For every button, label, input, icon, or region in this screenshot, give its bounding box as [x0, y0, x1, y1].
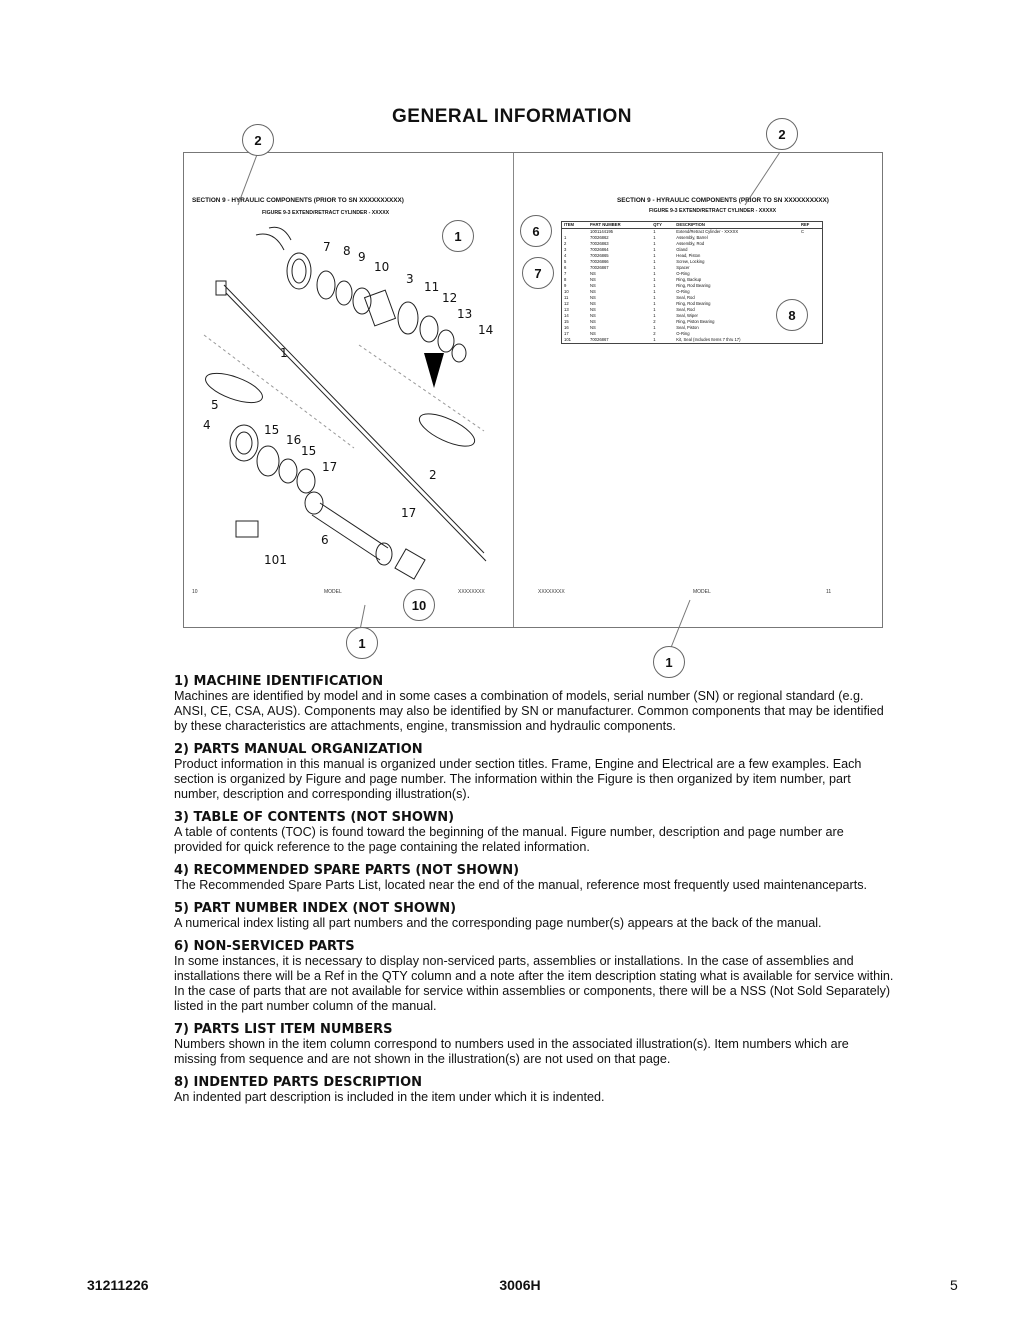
table-cell: 70026863	[590, 241, 609, 246]
table-cell: NS	[590, 277, 596, 282]
footer-model: 3006H	[499, 1277, 541, 1293]
table-cell: 1	[653, 307, 656, 312]
table-header-row	[562, 222, 823, 229]
callout-circle: 8	[776, 299, 808, 331]
table-cell: 1	[653, 229, 656, 234]
table-cell: NS	[590, 295, 596, 300]
table-cell: Assembly, Barrel	[676, 235, 708, 240]
callout-circle: 1	[653, 646, 685, 678]
section-heading: 1) MACHINE IDENTIFICATION	[174, 674, 384, 689]
general-information-sections	[174, 674, 894, 1113]
table-cell: 14	[564, 313, 569, 318]
table-cell	[799, 337, 823, 344]
table-cell: Assembly, Rod	[676, 241, 705, 246]
table-cell: Gland	[676, 247, 688, 252]
item-number-label: 16	[286, 433, 302, 447]
table-cell: 1	[653, 325, 656, 330]
table-cell: 1	[653, 235, 656, 240]
item-number-label: 3	[406, 272, 414, 286]
table-cell: 1	[653, 289, 656, 294]
table-cell: 5	[564, 259, 567, 264]
left-section-title: SECTION 9 - HYRAULIC COMPONENTS (PRIOR TO SN XXXXXXXXXX)	[192, 197, 404, 204]
table-cell: 70026862	[590, 235, 609, 240]
table-cell: 8	[564, 277, 567, 282]
table-cell: 1	[653, 295, 656, 300]
callout-circle: 2	[766, 118, 798, 150]
left-page-model: MODEL	[324, 589, 342, 595]
item-number-label: 12	[442, 291, 458, 305]
table-cell: 70026864	[590, 247, 609, 252]
table-cell: 70026866	[590, 259, 609, 264]
item-number-label: 14	[478, 323, 494, 337]
table-cell: 2	[564, 241, 567, 246]
section-part-number-index	[174, 901, 894, 931]
table-cell: 1	[653, 277, 656, 282]
table-cell: 101	[564, 337, 571, 342]
item-number-label: 17	[401, 506, 417, 520]
item-number-label: 15	[301, 444, 317, 458]
table-cell: 12	[564, 301, 569, 306]
callout-circle: 2	[242, 124, 274, 156]
table-cell: O-Ring	[676, 289, 690, 294]
item-number-label: 10	[374, 260, 390, 274]
table-cell: 9	[564, 283, 567, 288]
table-cell: 17	[564, 331, 569, 336]
table-cell: 16	[564, 325, 569, 330]
callout-circle: 6	[520, 215, 552, 247]
section-heading: 7) PARTS LIST ITEM NUMBERS	[174, 1022, 393, 1037]
section-body: An indented part description is included in the item under which it is indented.	[174, 1090, 605, 1104]
table-cell: 70026867	[590, 265, 609, 270]
left-figure-title: FIGURE 9-3 EXTEND/RETRACT CYLINDER - XXXXX	[262, 210, 390, 216]
table-cell: 1001144195	[590, 229, 613, 234]
table-cell: Spacer	[676, 265, 690, 270]
table-cell: 1	[653, 253, 656, 258]
table-cell: O-Ring	[676, 331, 690, 336]
table-cell: NS	[590, 331, 596, 336]
table-cell: 11	[564, 295, 569, 300]
table-cell: Kit, Seal (Includes Items 7 thru 17)	[676, 337, 741, 342]
table-cell: 1	[564, 235, 567, 240]
table-cell: 2	[653, 331, 656, 336]
table-cell: 1	[653, 271, 656, 276]
right-figure-title: FIGURE 9-3 EXTEND/RETRACT CYLINDER - XXXXX	[649, 208, 777, 214]
table-cell: Screw, Locking	[676, 259, 705, 264]
item-number-label: 4	[203, 418, 211, 432]
footer-doc-number: 31211226	[87, 1277, 149, 1293]
table-cell: Seal, Piston	[676, 325, 699, 330]
table-cell: 4	[564, 253, 567, 258]
item-number-label: 2	[429, 468, 437, 482]
right-page-code: XXXXXXXX	[538, 589, 565, 595]
section-recommended-spare-parts	[174, 863, 894, 893]
table-cell: Ring, Rod Bearing	[676, 301, 711, 306]
cylinder-exploded-drawing	[184, 203, 513, 633]
item-number-label: 9	[358, 250, 366, 264]
callout-circle: 1	[346, 627, 378, 659]
callout-circle: 1	[442, 220, 474, 252]
section-body: In some instances, it is necessary to display non-serviced parts, assemblies or installations. In the case of assemblies and installations there will be a Ref in the QTY column and a note after the item description stating what is available for service within. In the case of parts that are not available for service within assemblies or components, there will be a NSS (Not Sold Separately) listed in the part number column of the manual.	[174, 954, 894, 1013]
section-body: A numerical index listing all part numbers and the corresponding page number(s) appears at the back of the manual.	[174, 916, 822, 930]
table-cell: NS	[590, 319, 596, 324]
table-cell: 1	[653, 313, 656, 318]
section-heading: 8) INDENTED PARTS DESCRIPTION	[174, 1075, 423, 1090]
right-page-number: 11	[826, 589, 832, 595]
section-body: Machines are identified by model and in some cases a combination of models, serial number (SN) or regional standard (e.g. ANSI, CE, CSA, AUS). Components may also be identified by SN or manufacturer. Common components that may be identified by these characteristics are attachments, engine, transmission and hydraulic components.	[174, 689, 884, 733]
table-cell: 70026865	[590, 253, 609, 258]
table-cell: NS	[590, 301, 596, 306]
table-cell: NS	[590, 325, 596, 330]
right-section-title: SECTION 9 - HYRAULIC COMPONENTS (PRIOR TO SN XXXXXXXXXX)	[617, 197, 829, 204]
table-cell: Seal, Wiper	[676, 313, 698, 318]
item-number-label: 5	[211, 398, 219, 412]
section-heading: 5) PART NUMBER INDEX (NOT SHOWN)	[174, 901, 457, 916]
section-parts-manual-organization	[174, 742, 894, 802]
table-cell: 1	[653, 247, 656, 252]
table-cell: Ring, Backup	[676, 277, 702, 282]
section-machine-identification	[174, 674, 894, 734]
table-cell: C	[800, 229, 804, 234]
table-cell: 70026867	[590, 337, 609, 342]
column-header: QTY	[651, 222, 674, 229]
footer-page-number: 5	[950, 1277, 958, 1293]
section-indented-parts-description	[174, 1075, 894, 1105]
table-cell: 13	[564, 307, 569, 312]
section-heading: 2) PARTS MANUAL ORGANIZATION	[174, 742, 423, 757]
table-cell: NS	[590, 307, 596, 312]
column-header: DESCRIPTION	[674, 222, 799, 229]
table-cell: 15	[564, 319, 569, 324]
item-number-label: 6	[321, 533, 329, 547]
item-number-label: 101	[264, 553, 287, 567]
section-body: Product information in this manual is organized under section titles. Frame, Engine and Electrical are a few examples. Each section is organized by Figure and page number. The information within the Figure is then organized by item number, part number, description and corresponding illustration(s).	[174, 757, 862, 801]
table-cell: 7	[564, 271, 567, 276]
item-number-label: 13	[457, 307, 473, 321]
table-cell: 1	[653, 265, 656, 270]
item-number-label: 1	[280, 346, 288, 360]
page-fold	[513, 153, 514, 627]
section-heading: 3) TABLE OF CONTENTS (NOT SHOWN)	[174, 810, 455, 825]
item-number-label: 7	[323, 240, 331, 254]
column-header: REF	[799, 222, 823, 229]
table-cell: NS	[590, 283, 596, 288]
table-cell: Extend/Retract Cylinder - XXXXX	[676, 229, 739, 234]
table-cell: NS	[590, 313, 596, 318]
section-heading: 4) RECOMMENDED SPARE PARTS (NOT SHOWN)	[174, 863, 520, 878]
section-heading: 6) NON-SERVICED PARTS	[174, 939, 355, 954]
table-cell: 1	[653, 283, 656, 288]
right-page-model: MODEL	[693, 589, 711, 595]
table-cell: 1	[653, 241, 656, 246]
table-row	[562, 337, 823, 344]
table-cell: 10	[564, 289, 569, 294]
table-cell: Seal, Rod	[676, 295, 695, 300]
table-cell: NS	[590, 289, 596, 294]
table-cell: Ring, Rod Bearing	[676, 283, 711, 288]
table-cell: NS	[590, 271, 596, 276]
table-cell: 6	[564, 265, 567, 270]
table-cell: 1	[653, 337, 656, 342]
item-number-label: 11	[424, 280, 440, 294]
callout-circle: 10	[403, 589, 435, 621]
callout-circle: 7	[522, 257, 554, 289]
table-cell: Ring, Piston Bearing	[676, 319, 715, 324]
left-page-code: XXXXXXXX	[458, 589, 485, 595]
page-title: GENERAL INFORMATION	[392, 106, 632, 127]
section-body: A table of contents (TOC) is found toward the beginning of the manual. Figure number, description and page number are provided for quick reference to the page containing the related information.	[174, 825, 844, 854]
table-cell: Seal, Rod	[676, 307, 695, 312]
left-page-number: 10	[192, 589, 198, 595]
section-table-of-contents	[174, 810, 894, 855]
table-cell: Head, Piston	[676, 253, 701, 258]
table-cell: 1	[653, 301, 656, 306]
table-cell: O-Ring	[676, 271, 690, 276]
item-number-label: 15	[264, 423, 280, 437]
item-number-label: 17	[322, 460, 338, 474]
table-cell: 2	[653, 319, 656, 324]
section-body: Numbers shown in the item column correspond to numbers used in the associated illustration(s). Item numbers which are missing from sequence and are not shown in the illustration(s) are not used on that page.	[174, 1037, 849, 1066]
section-parts-list-item-numbers	[174, 1022, 894, 1067]
table-cell: 3	[564, 247, 567, 252]
section-non-serviced-parts	[174, 939, 894, 1014]
section-body: The Recommended Spare Parts List, located near the end of the manual, reference most frequently used maintenanceparts.	[174, 878, 868, 892]
table-cell: 1	[653, 259, 656, 264]
item-number-label: 8	[343, 244, 351, 258]
column-header: PART NUMBER	[588, 222, 651, 229]
column-header: ITEM	[562, 222, 589, 229]
